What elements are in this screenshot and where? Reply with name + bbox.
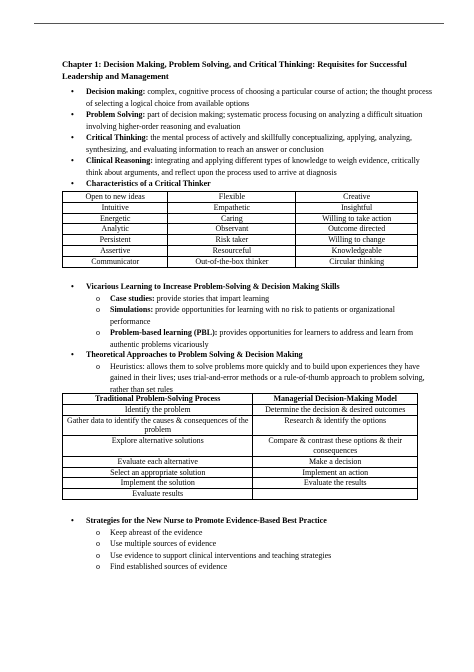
critical-thinker-table	[62, 191, 418, 268]
bullet-glyph: •	[71, 282, 74, 291]
list-item	[62, 86, 432, 109]
bullet-glyph: •	[71, 87, 74, 96]
bullet-glyph: •	[71, 179, 74, 188]
table-row	[63, 213, 418, 224]
sub-bullet-glyph: o	[96, 527, 100, 537]
item-term: Clinical Reasoning:	[86, 156, 153, 165]
table-cell: Energetic	[63, 213, 168, 224]
table-row	[63, 436, 418, 457]
table-row	[63, 415, 418, 436]
table-cell: Observant	[168, 224, 296, 235]
table-cell: Select an appropriate solution	[63, 467, 253, 478]
table-header-cell: Traditional Problem-Solving Process	[63, 394, 253, 405]
table-header-row	[63, 394, 418, 405]
table-cell: Identify the problem	[63, 404, 253, 415]
item-term: Problem Solving:	[86, 110, 146, 119]
table-row	[63, 467, 418, 478]
sub-list-item	[86, 293, 432, 305]
table-cell: Evaluate results	[63, 489, 253, 500]
sub-bullet-glyph: o	[96, 293, 100, 303]
sub-bullet-glyph: o	[96, 328, 100, 337]
item-text: provide opportunities for learning with no risk to patients or organizational performance	[110, 305, 395, 326]
sub-list	[86, 293, 432, 351]
sub-bullet-glyph: o	[96, 305, 100, 314]
item-term: Simulations:	[110, 305, 154, 314]
table-header-cell: Managerial Decision-Making Model	[253, 394, 418, 405]
sub-list-item	[86, 561, 432, 573]
sub-list-item	[86, 538, 432, 550]
sub-list-item	[86, 304, 432, 327]
sub-list-item	[86, 327, 432, 350]
header-rule	[34, 23, 444, 24]
table-row	[63, 489, 418, 500]
item-text: Keep abreast of the evidence	[110, 527, 203, 537]
item-term: Case studies:	[110, 293, 155, 303]
process-comparison-table	[62, 393, 418, 500]
item-term: Characteristics of a Critical Thinker	[86, 179, 211, 188]
sub-bullet-glyph: o	[96, 539, 100, 548]
item-text: part of decision making; systematic process focusing on analyzing a difficult situation involving higher-order reasoning and evaluation	[86, 110, 423, 131]
table-cell: Empathetic	[168, 202, 296, 213]
table-row	[63, 245, 418, 256]
table-row	[63, 456, 418, 467]
list-item	[62, 132, 432, 155]
table-row	[63, 404, 418, 415]
section-heading: Theoretical Approaches to Problem Solving & Decision Making	[86, 350, 303, 359]
table-cell: Resourceful	[168, 245, 296, 256]
table-cell: Assertive	[63, 245, 168, 256]
item-text: provide stories that impart learning	[154, 293, 270, 303]
table-cell: Implement an action	[253, 467, 418, 478]
section-heading-item	[62, 281, 432, 350]
strategies-section	[62, 515, 432, 573]
table-row	[63, 478, 418, 489]
table-row	[63, 256, 418, 267]
item-text: provides opportunities for learners to address and learn from authentic problems vicariously	[110, 328, 414, 349]
table-cell: Evaluate each alternative	[63, 456, 253, 467]
item-text: Heuristics: allows them to solve problems more quickly and to build upon experiences they have gained in their lives; uses trial-and-error methods or a rule-of-thumb approach to problem solving, rather than set rules	[110, 361, 425, 394]
sub-list-item	[86, 550, 432, 562]
item-term: Critical Thinking:	[86, 133, 149, 142]
table-cell: Outcome directed	[296, 224, 418, 235]
bullet-glyph: •	[71, 516, 74, 525]
table-cell: Explore alternative solutions	[63, 436, 253, 457]
table-cell: Circular thinking	[296, 256, 418, 267]
sub-list	[86, 361, 432, 396]
table-row	[63, 202, 418, 213]
list-item	[62, 155, 432, 178]
sub-list	[86, 527, 432, 573]
table-cell: Risk taker	[168, 235, 296, 246]
table-cell: Analytic	[63, 224, 168, 235]
table-cell: Willing to take action	[296, 213, 418, 224]
table-row	[63, 192, 418, 203]
table-cell: Persistent	[63, 235, 168, 246]
item-text: Find established sources of evidence	[110, 562, 228, 571]
item-term: Decision making:	[86, 87, 146, 96]
table-cell: Compare & contrast these options & their consequences	[253, 436, 418, 457]
table-row	[63, 235, 418, 246]
table-cell: Creative	[296, 192, 418, 203]
table-cell: Determine the decision & desired outcomes	[253, 404, 418, 415]
sub-list-item	[86, 361, 432, 396]
table-cell: Caring	[168, 213, 296, 224]
chapter-title: Chapter 1: Decision Making, Problem Solving, and Critical Thinking: Requisites for Successful Leadership and Management	[62, 59, 407, 81]
item-text: integrating and applying different types of knowledge to weigh evidence, critically think about arguments, and reflect upon the process used to arrive at diagnosis	[86, 156, 420, 177]
table-cell: Evaluate the results	[253, 478, 418, 489]
table-cell: Communicator	[63, 256, 168, 267]
item-text: Use evidence to support clinical interventions and teaching strategies	[110, 550, 332, 560]
table-cell: Willing to change	[296, 235, 418, 246]
table-row	[63, 224, 418, 235]
table-cell: Insightful	[296, 202, 418, 213]
section-heading: Strategies for the New Nurse to Promote Evidence-Based Best Practice	[86, 516, 327, 525]
item-text: complex, cognitive process of choosing a particular course of action; the thought process of selecting a logical choice from available options	[86, 87, 432, 108]
item-text: Use multiple sources of evidence	[110, 539, 217, 548]
table-cell: Knowledgeable	[296, 245, 418, 256]
table-cell: Open to new ideas	[63, 192, 168, 203]
sub-bullet-glyph: o	[96, 550, 100, 560]
list-item	[62, 178, 432, 190]
bullet-glyph: •	[71, 156, 74, 165]
theoretical-approaches-section	[62, 349, 432, 395]
table-cell: Out-of-the-box thinker	[168, 256, 296, 267]
item-term: Problem-based learning (PBL):	[110, 328, 218, 337]
table-cell: Flexible	[168, 192, 296, 203]
sub-bullet-glyph: o	[96, 361, 100, 371]
table-cell: Implement the solution	[63, 478, 253, 489]
sub-bullet-glyph: o	[96, 562, 100, 571]
table-cell: Gather data to identify the causes & consequences of the problem	[63, 415, 253, 436]
section-heading-item	[62, 515, 432, 573]
table-cell	[253, 489, 418, 500]
table-cell: Make a decision	[253, 456, 418, 467]
vicarious-learning-section	[62, 281, 432, 350]
section-heading: Vicarious Learning to Increase Problem-Solving & Decision Making Skills	[86, 282, 340, 291]
table-cell: Intuitive	[63, 202, 168, 213]
bullet-glyph: •	[71, 133, 74, 142]
sub-list-item	[86, 527, 432, 539]
item-text: the mental process of actively and skillfully conceptualizing, applying, analyzing, synthesizing, and evaluating information to reach an answer or conclusion	[86, 133, 413, 154]
definitions-list	[62, 86, 432, 190]
section-heading-item	[62, 349, 432, 395]
table-cell: Research & identify the options	[253, 415, 418, 436]
bullet-glyph: •	[71, 110, 74, 119]
list-item	[62, 109, 432, 132]
bullet-glyph: •	[71, 350, 74, 359]
